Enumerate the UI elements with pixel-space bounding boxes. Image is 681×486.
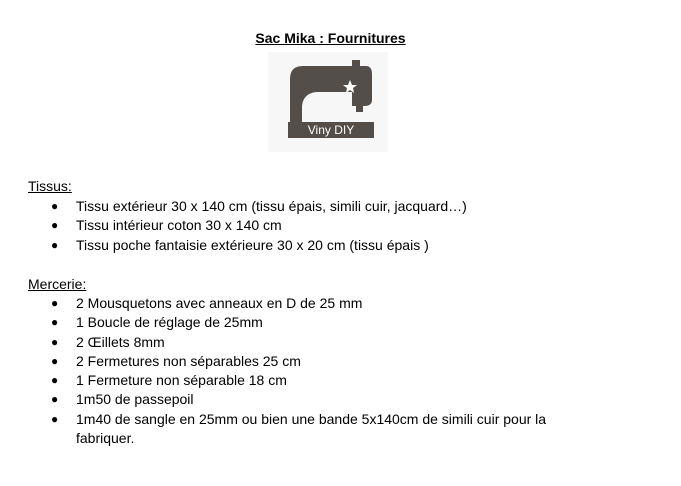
list-item: ● 2 Mousquetons avec anneaux en D de 25 mm bbox=[28, 294, 628, 313]
bullet-icon: ● bbox=[51, 392, 59, 407]
list-mercerie bbox=[28, 294, 628, 448]
bullet-icon: ● bbox=[51, 218, 59, 233]
list-item: ● 1 Fermeture non séparable 18 cm bbox=[28, 371, 628, 390]
list-item: ● 2 Œillets 8mm bbox=[28, 333, 628, 352]
list-item: ● Tissu extérieur 30 x 140 cm (tissu épais, simili cuir, jacquard…) bbox=[28, 197, 628, 216]
bullet-icon: ● bbox=[51, 296, 59, 310]
list-item: ● Tissu intérieur coton 30 x 140 cm bbox=[28, 216, 628, 235]
list-item: ● Tissu poche fantaisie extérieure 30 x 20 cm (tissu épais ) bbox=[28, 236, 628, 255]
page-title: Sac Mika : Fournitures bbox=[255, 30, 406, 46]
bullet-icon: ● bbox=[51, 315, 59, 330]
list-item: ● 1 Boucle de réglage de 25mm bbox=[28, 313, 628, 332]
bullet-icon: ● bbox=[51, 353, 59, 368]
logo-text: Viny DIY bbox=[307, 123, 355, 137]
logo bbox=[268, 52, 388, 152]
bullet-icon: ● bbox=[51, 237, 59, 252]
list-item: ● 2 Fermetures non séparables 25 cm bbox=[28, 352, 628, 371]
list-item: ● 1m40 de sangle en 25mm ou bien une bande 5x140cm de simili cuir pour la fabriquer. bbox=[51, 410, 547, 447]
list-item: ● 1m50 de passepoil bbox=[28, 390, 628, 409]
bullet-icon: ● bbox=[51, 411, 59, 426]
bullet-icon: ● bbox=[51, 334, 59, 349]
section-heading-mercerie: Mercerie: bbox=[28, 276, 87, 292]
sewing-machine-icon bbox=[268, 52, 388, 152]
list-tissus bbox=[28, 197, 628, 255]
bullet-icon: ● bbox=[51, 199, 59, 213]
section-heading-tissus: Tissus: bbox=[28, 178, 72, 194]
bullet-icon: ● bbox=[51, 373, 59, 388]
